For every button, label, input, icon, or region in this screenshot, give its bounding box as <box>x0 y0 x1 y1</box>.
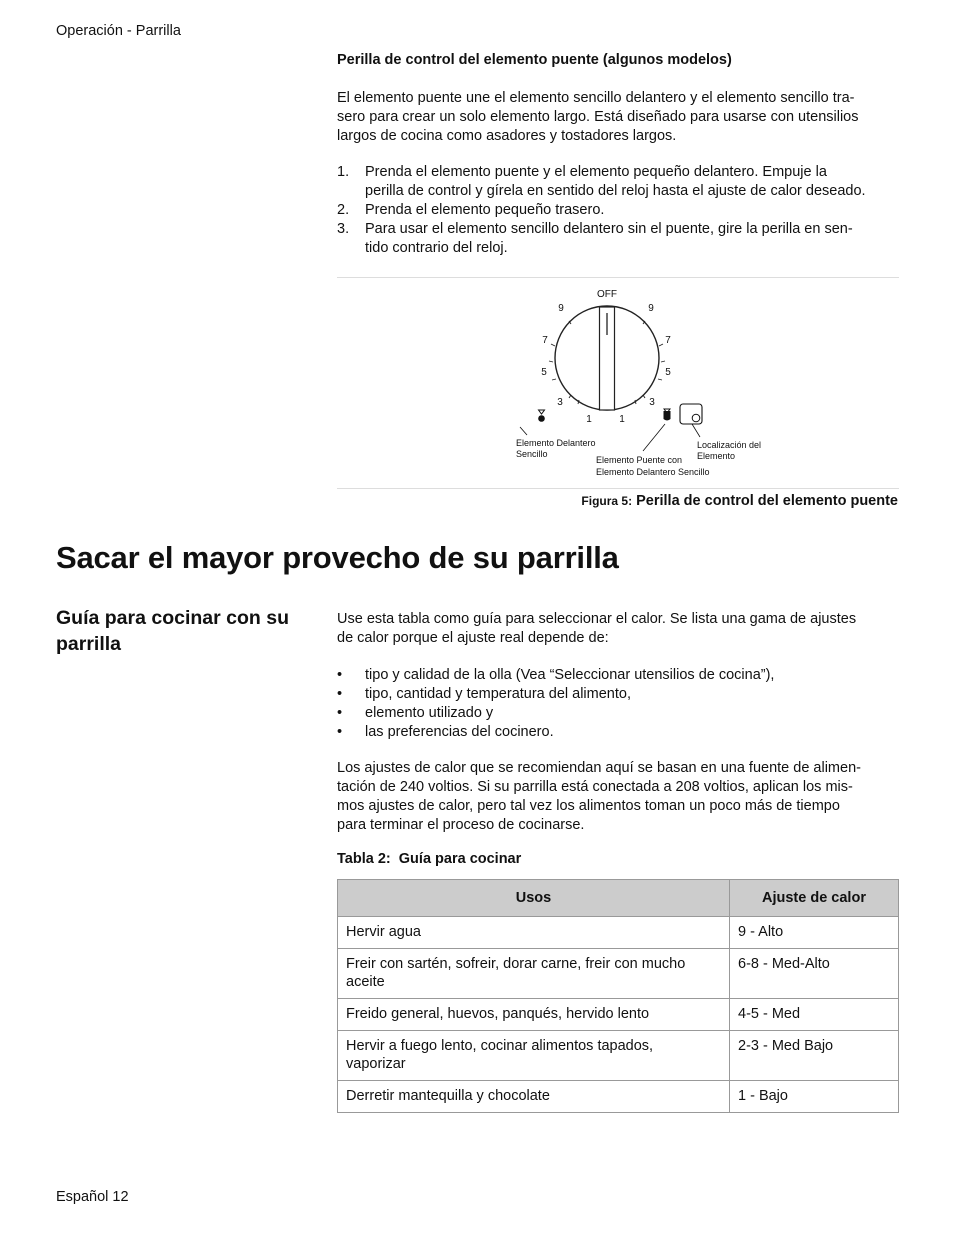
list-item-text: las preferencias del cocinero. <box>365 724 554 740</box>
text-line: sero para crear un solo elemento largo. Está diseñado para usarse con utensilios <box>337 109 859 125</box>
cell-line: Freido general, huevos, panqués, hervido lento <box>346 1006 650 1022</box>
tick-mark <box>658 379 662 380</box>
cell-line: Hervir a fuego lento, cocinar alimentos tapados, <box>346 1038 654 1054</box>
running-header: Operación - Parrilla <box>56 23 181 39</box>
callout-line <box>520 427 527 435</box>
text-line: mos ajustes de calor, pero tal vez los alimentos toman un poco más de tiempo <box>337 798 840 814</box>
tick-mark <box>661 361 665 362</box>
table-cell-setting: 1 - Bajo <box>730 1081 899 1113</box>
table-row <box>338 1031 899 1081</box>
off-label: OFF <box>597 289 617 300</box>
list-item-text: elemento utilizado y <box>365 705 494 721</box>
text-line: para terminar el proceso de cocinarse. <box>337 817 585 833</box>
table-cell-setting: 4-5 - Med <box>730 999 899 1031</box>
table-row <box>338 949 899 999</box>
bullet-icon: • <box>337 667 343 683</box>
tick-label-left: 3 <box>557 397 563 408</box>
step-number: 1. <box>337 164 350 180</box>
tick-label-left: 5 <box>541 367 547 378</box>
callout-line-text: Sencillo <box>516 449 548 459</box>
column-header-heat-setting: Ajuste de calor <box>730 880 899 917</box>
figure-caption-text: Perilla de control del elemento puente <box>636 493 898 509</box>
callout-element-location <box>697 440 764 461</box>
text-line: de calor porque el ajuste real depende de: <box>337 630 609 646</box>
voltage-note-paragraph <box>337 759 899 835</box>
callout-line-text: Elemento Delantero Sencillo <box>596 467 710 477</box>
bullet-icon: • <box>337 705 343 721</box>
table-row <box>338 917 899 949</box>
tick-mark <box>551 344 555 346</box>
list-item <box>337 704 899 723</box>
tick-label-right: 9 <box>648 303 654 314</box>
text-line: Prenda el elemento puente y el elemento pequeño delantero. Empuje la <box>365 164 827 180</box>
cell-line: Hervir agua <box>346 924 421 940</box>
cooking-guide-intro <box>337 610 899 648</box>
bullet-icon: • <box>337 686 343 702</box>
cell-line: Derretir mantequilla y chocolate <box>346 1088 550 1104</box>
column-header-uses: Usos <box>338 880 730 917</box>
text-line: Los ajustes de calor que se recomiendan aquí se basan en una fuente de alimen- <box>337 760 861 776</box>
bridge-control-subtitle: Perilla de control del elemento puente (algunos modelos) <box>337 52 732 68</box>
bridge-knob-diagram <box>500 283 800 483</box>
tick-label-left: 1 <box>586 414 592 425</box>
list-item <box>337 666 899 685</box>
table-row <box>338 999 899 1031</box>
tick-label-right: 3 <box>649 397 655 408</box>
front-single-element-icon <box>538 410 545 422</box>
tick-mark <box>549 361 553 362</box>
table-cell-use <box>338 917 730 949</box>
figure-caption-label: Figura 5: <box>581 494 633 508</box>
tick-label-right: 5 <box>665 367 671 378</box>
tick-label-left: 7 <box>542 335 548 346</box>
table-cell-setting: 6-8 - Med-Alto <box>730 949 899 999</box>
list-item-text: tipo, cantidad y temperatura del alimento, <box>365 686 631 702</box>
figure-bottom-rule <box>337 488 899 489</box>
table-cell-use <box>338 1031 730 1081</box>
cell-line: vaporizar <box>346 1056 406 1072</box>
tick-label-right: 7 <box>665 335 671 346</box>
table-caption: Tabla 2: Guía para cocinar <box>337 851 522 867</box>
callout-line <box>643 424 665 451</box>
bridge-with-front-element-icon <box>664 409 671 421</box>
step-number: 3. <box>337 221 350 237</box>
list-item <box>337 723 899 742</box>
step-number: 2. <box>337 202 350 218</box>
table-cell-use <box>338 949 730 999</box>
step-item <box>337 220 899 258</box>
bridge-intro-paragraph <box>337 89 899 146</box>
callout-line-text: Localización del <box>697 440 762 450</box>
element-location-icon <box>680 404 702 424</box>
step-item <box>337 163 899 201</box>
text-line: Para usar el elemento sencillo delantero sin el puente, gire la perilla en sen- <box>365 221 853 237</box>
table-row <box>338 1081 899 1113</box>
bullet-icon: • <box>337 724 343 740</box>
figure-top-rule <box>337 277 899 278</box>
table-cell-use <box>338 1081 730 1113</box>
tick-label-right: 1 <box>619 414 625 425</box>
callout-line <box>692 424 700 437</box>
table-cell-use <box>338 999 730 1031</box>
callout-front-single <box>516 438 598 459</box>
table-cell-setting: 2-3 - Med Bajo <box>730 1031 899 1081</box>
callout-line-text: Elemento <box>697 451 736 461</box>
text-line: El elemento puente une el elemento sencillo delantero y el elemento sencillo tra- <box>337 90 855 106</box>
list-item-text: tipo y calidad de la olla (Vea “Seleccionar utensilios de cocina”), <box>365 667 775 683</box>
page-footer: Español 12 <box>56 1189 129 1205</box>
steps-list <box>337 163 899 258</box>
text-line: largos de cocina como asadores y tostadores largos. <box>337 128 677 144</box>
table-cell-setting: 9 - Alto <box>730 917 899 949</box>
tick-label-left: 9 <box>558 303 564 314</box>
table-header-row <box>338 880 899 917</box>
text-line: Prenda el elemento pequeño trasero. <box>365 202 605 218</box>
callout-line-text: Elemento Delantero <box>516 438 596 448</box>
callout-line-text: Elemento Puente con <box>596 455 683 465</box>
tick-mark <box>659 344 663 346</box>
text-line: tido contrario del reloj. <box>365 240 508 256</box>
tick-mark <box>552 379 556 380</box>
cell-line: Freir con sartén, sofreir, dorar carne, freir con mucho <box>346 956 686 972</box>
cell-line: aceite <box>346 974 385 990</box>
list-item <box>337 685 899 704</box>
callout-bridge-with-front <box>596 455 710 477</box>
text-line: tación de 240 voltios. Si su parrilla está conectada a 208 voltios, aplican los mis- <box>337 779 853 795</box>
factors-list <box>337 666 899 742</box>
page-title: Sacar el mayor provecho de su parrilla <box>56 540 619 575</box>
figure-caption <box>337 493 898 509</box>
section-heading: Guía para cocinar con su parrilla <box>56 607 289 655</box>
text-line: perilla de control y gírela en sentido del reloj hasta el ajuste de calor deseado. <box>365 183 866 199</box>
cooking-guide-table <box>337 879 899 1113</box>
text-line: Use esta tabla como guía para seleccionar el calor. Se lista una gama de ajustes <box>337 611 857 627</box>
step-item <box>337 201 899 220</box>
